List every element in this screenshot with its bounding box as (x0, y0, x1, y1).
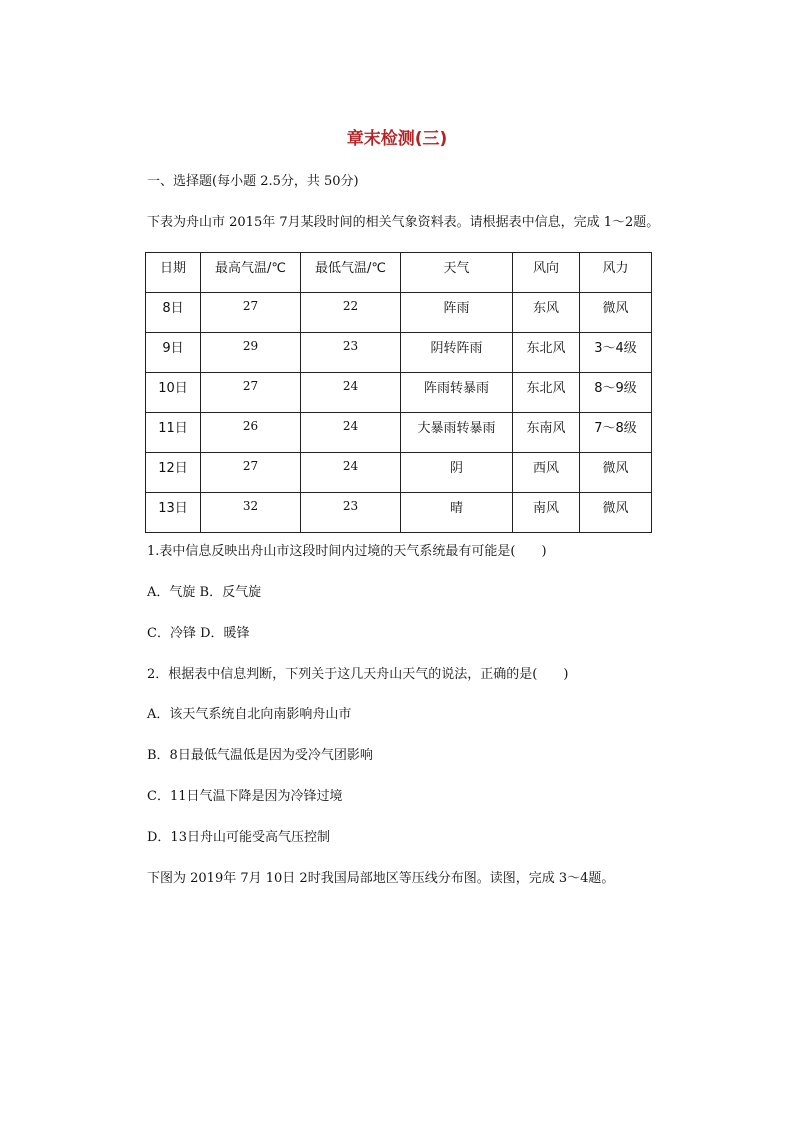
table-cell: 29 (201, 333, 301, 373)
table-intro: 下表为舟山市 2015年 7月某段时间的相关气象资料表。请根据表中信息，完成 1～2题。 (147, 215, 660, 230)
table-cell: 24 (301, 413, 401, 453)
table-cell: 13日 (146, 493, 201, 533)
table-cell: 微风 (580, 293, 652, 333)
table-row (146, 413, 652, 453)
question-1-option-cd: C．冷锋 D．暖锋 (147, 626, 250, 641)
table-header-cell: 最低气温/℃ (301, 253, 401, 293)
question-1-stem: 1.表中信息反映出舟山市这段时间内过境的天气系统最有可能是( ) (147, 544, 547, 559)
question-1-option-ab: A．气旋 B．反气旋 (147, 585, 262, 600)
table-cell: 12日 (146, 453, 201, 493)
table-cell: 10日 (146, 373, 201, 413)
table-cell: 西风 (513, 453, 580, 493)
table-cell: 9日 (146, 333, 201, 373)
section-heading: 一、选择题(每小题 2.5分，共 50分) (147, 174, 359, 189)
table-cell: 26 (201, 413, 301, 453)
table-cell: 微风 (580, 493, 652, 533)
question-2-stem: 2．根据表中信息判断，下列关于这几天舟山天气的说法，正确的是( ) (147, 667, 569, 682)
table-header-row (146, 253, 652, 293)
table-row (146, 493, 652, 533)
table-cell: 27 (201, 293, 301, 333)
question-2-option-a: A．该天气系统自北向南影响舟山市 (147, 707, 352, 722)
table-row (146, 293, 652, 333)
question-2-option-b: B．8日最低气温低是因为受冷气团影响 (147, 748, 373, 763)
question-2-option-d: D．13日舟山可能受高气压控制 (147, 830, 330, 845)
table-cell: 东北风 (513, 373, 580, 413)
table-header-cell: 风向 (513, 253, 580, 293)
table-cell: 南风 (513, 493, 580, 533)
table-header-cell: 日期 (146, 253, 201, 293)
table-row (146, 333, 652, 373)
table-header-cell: 最高气温/℃ (201, 253, 301, 293)
table-cell: 8日 (146, 293, 201, 333)
table-cell: 8～9级 (580, 373, 652, 413)
table-cell: 27 (201, 373, 301, 413)
table-cell: 阵雨 (401, 293, 513, 333)
page-title: 章末检测(三) (346, 129, 448, 149)
table-cell: 24 (301, 373, 401, 413)
table-cell: 大暴雨转暴雨 (401, 413, 513, 453)
table-cell: 东南风 (513, 413, 580, 453)
table-cell: 阵雨转暴雨 (401, 373, 513, 413)
table-cell: 27 (201, 453, 301, 493)
table-cell: 23 (301, 493, 401, 533)
table-header-cell: 风力 (580, 253, 652, 293)
table-cell: 东风 (513, 293, 580, 333)
table-cell: 东北风 (513, 333, 580, 373)
table-row (146, 373, 652, 413)
table-cell: 7～8级 (580, 413, 652, 453)
table-header-cell: 天气 (401, 253, 513, 293)
table-cell: 24 (301, 453, 401, 493)
table-cell: 阴转阵雨 (401, 333, 513, 373)
table-cell: 22 (301, 293, 401, 333)
map-intro: 下图为 2019年 7月 10日 2时我国局部地区等压线分布图。读图，完成 3～4题。 (147, 871, 615, 886)
table-cell: 11日 (146, 413, 201, 453)
table-cell: 3～4级 (580, 333, 652, 373)
table-cell: 晴 (401, 493, 513, 533)
table-cell: 微风 (580, 453, 652, 493)
weather-table (145, 252, 652, 533)
table-cell: 23 (301, 333, 401, 373)
table-row (146, 453, 652, 493)
table-cell: 阴 (401, 453, 513, 493)
question-2-option-c: C．11日气温下降是因为冷锋过境 (147, 789, 343, 804)
table-cell: 32 (201, 493, 301, 533)
